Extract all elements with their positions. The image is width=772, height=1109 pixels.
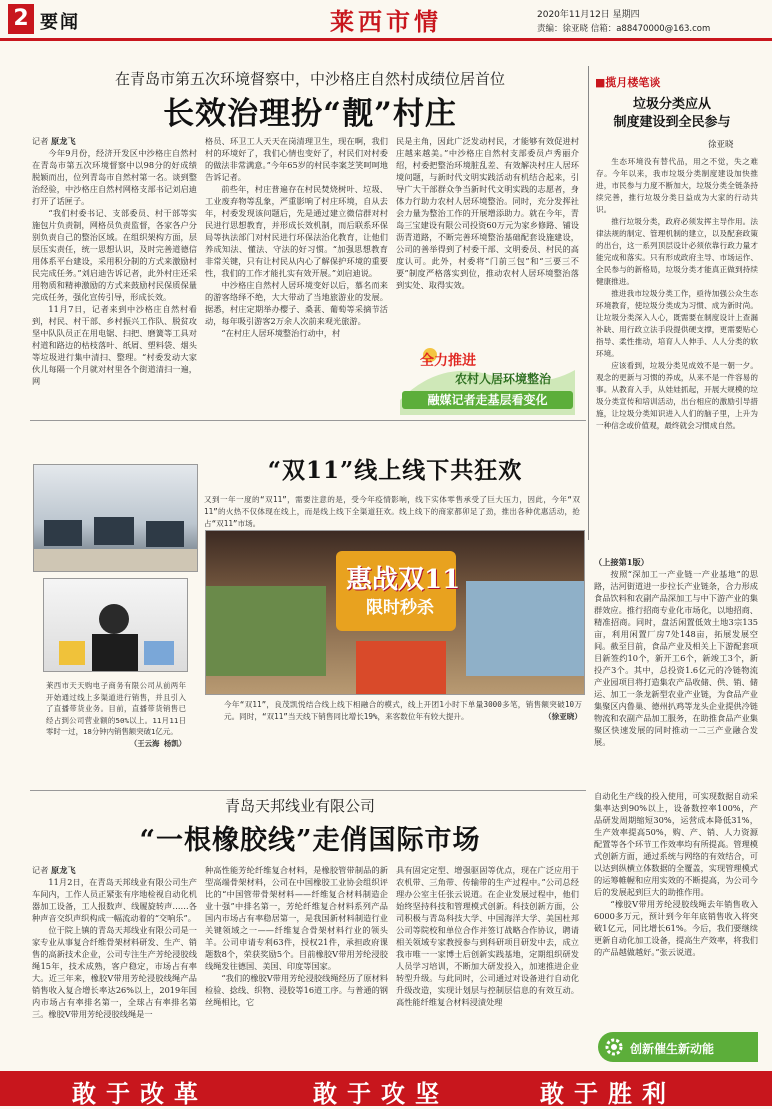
article1-paragraph: 今年9月份，经济开发区中沙格庄自然村在青岛市第五次环境督察中以98分的好成绩脱颖而出，位列青岛市自然村第一名。谈到整治经验，中沙格庄自然村网格支部书记刘启迪打开了话匣子。	[32, 148, 197, 206]
article3-kicker: 青岛天邦线业有限公司	[224, 797, 375, 815]
livestream-photo	[43, 578, 188, 672]
slogan-2: 敢于攻坚	[313, 1079, 449, 1108]
promo-graphic	[400, 340, 575, 415]
article3-paragraph: 位于院上镇的青岛天邦线业有限公司是一家专业从事复合纤维骨架材料研发、生产、销售的高新技术企业，公司专注生产芳纶浸胶线绳15年，技术成熟，客户稳定，市场占有率大。近三年来，橡胶V带用芳纶浸胶线绳产品销售收入复合增长率达26%以上，2019年国内市场占有率排名第一，全球占有率排名第三。橡胶V带用芳纶浸胶线绳是一	[32, 925, 197, 1019]
promo-line-2: 农村人居环境整治	[455, 372, 552, 386]
sidebar-author: 徐亚晓	[708, 140, 734, 150]
article3-column-4	[594, 790, 758, 1030]
sidebar-paragraph: 推进我市垃圾分类工作，亟待加强公众生态环境教育，使垃圾分类成为习惯、成为新时尚。让垃圾分类深入人心，既需要在制度设计上查漏补缺、用行政立法手段提供硬支撑，更需要贴心指导、柔性推动，培育人人伸手、人人分类的软环境。	[596, 289, 758, 358]
article1-byline: 记者 原龙飞	[32, 136, 76, 146]
slogan-3: 敢于胜利	[540, 1079, 676, 1108]
article1-paragraph: 格员、环卫工人天天在岗清理卫生，现在啊，我们村的环境好了，我们心情也变好了，村民们对村委的做法非常满意。”今年65岁的村民李案芝笑呵呵地告诉记者。	[205, 136, 388, 182]
bottom-photo-caption: 今年“双11”，良茂凯悦结合线上线下相融合的模式，线上开团1小时下单量3000多笔，销售额突破10万元。同时，“双11”当天线下销售同比增长19%，来客数位年有较大提升。 （徐亚晓）	[224, 700, 582, 721]
article2-rule	[30, 420, 586, 421]
sidebar-divider	[588, 66, 589, 540]
article3-column-3	[396, 864, 579, 1064]
article1-paragraph: 前些年，村庄普遍存在村民焚烧树叶、垃圾、工业废弃物等乱象，严重影响了村庄环境，自从去年，村委发现该问题后，先是通过建立微信群对村民进行思想教育，并形成长效机制，而后联系环保局等执法部门对村民进行环保法治化教育，让他们养成知法、懂法、守法的好习惯。“加强思想教育非常关键，只有让村民从内心了解保护环境的重要性，我们的工作才能扎实有效开展。”刘启迪说。	[205, 184, 388, 278]
article1-kicker: 在青岛市第五次环境督察中，中沙格庄自然村成绩位居首位	[114, 70, 505, 88]
sidebar-title-line-2: 制度建设到全民参与	[613, 115, 731, 130]
dateline: 2020年11月12日 星期四	[537, 10, 640, 20]
article1-paragraph: “在村庄人居环境整治行动中，村	[221, 328, 341, 338]
office-photo	[33, 464, 198, 572]
article3-paragraph: 11月2日，在青岛天邦线业有限公司生产车间内，工作人员正紧张有序地检视自动化机器加工设备，工人报数声、线履旋转声……各种声音交织声织构成一幅流动着的“交响乐”。	[32, 877, 197, 923]
sidebar-paragraph: 应该看到，垃圾分类见成效不是一朝一夕。观念的更新与习惯的养成，从来不是一件容易的事。从教育入手，从娃娃抓起，开展大规模的垃圾分类宣传和培训活动，出台相应的激励引导措施，让垃圾分类知识进入人们的脑子里，上升为一种信念或价值观，最终就会习惯成自然。	[596, 361, 758, 430]
section-number: 2	[8, 4, 34, 34]
footer-banner	[0, 1071, 772, 1106]
masthead: 莱西市情	[330, 7, 442, 36]
innovation-badge-text: 创新催生新动能	[630, 1042, 715, 1056]
sidebar-paragraph: 生态环境没有替代品，用之不觉，失之难存。今年以来，我市垃圾分类制度建设加快推进，市民参与力度不断加大，垃圾分类全链条持续完善，推行垃圾分类日益成为大家的行动共识。	[596, 157, 758, 214]
article3-paragraph: 具有固定定型、增强驱固等优点，现在广泛应用于农机带、三角带、传输带的生产过程中。”公司总经理办公室主任张云说道。在企业发展过程中，他们始终坚持科技和管理模式创新。科技创新方面，公司积极与青岛科技大学、中国海洋大学、美国杜邦公司等院校和单位合作并签订战略合作协议，聘请相关领域专家教授参与到科研项目研发中去，成立我市唯一一家博士后创新实践基地，定期组织研发人员学习培训，不断加大研发投入，加速推进企业转型升级。与此同时，公司通过对设备进行自动化升级改造，实现计划层与控制层信息的有效互动。高性能纤维复合材料浸渍处理	[396, 865, 579, 1007]
article3-paragraph: “橡胶V带用芳纶浸胶线绳去年销售收入6000多万元，预计到今年年底销售收入将突破1亿元，同比增长61%。今后，我们要继续更新自动化加工设备，提高生产效率，将我们的产品越做越好。”张云说道。	[594, 899, 758, 957]
editor-line: 责编：徐亚晓 信箱：a88470000@163.com	[537, 24, 711, 34]
sidebar-paragraph: 推行垃圾分类，政府必须发挥主导作用。法律法规的制定、管理机制的建立，以及配套政策的出台，这一系列顶层设计必须依靠行政力量才能完成和落实。只有形成政府主导、市场运作、全民参与的新格局，垃圾分类才能真正做到持续健康推进。	[596, 217, 758, 286]
sidebar-tag: ■揽月楼笔谈	[595, 76, 661, 89]
left-photo-caption: 莱西市天天购电子商务有限公司从前两年开始通过线上多渠道进行销售，并且引入了直播带货业务。目前，直播带货销售已经占到公司营业额的50%以上。11月11日零时一过，18分钟内销售额突破1亿元。 （王云海 杨凯）	[46, 681, 186, 748]
supermarket-photo	[205, 530, 585, 695]
article2-headline: “双11”线上线下共狂欢	[267, 457, 523, 484]
article3-column-2	[205, 864, 388, 1064]
article1-column-1	[32, 135, 197, 500]
article1-column-2	[205, 135, 388, 395]
poster-text-2: 限时秒杀	[366, 598, 434, 618]
continued-label: （上接第1版）	[594, 557, 649, 567]
slogan-1: 敢于改革	[72, 1079, 208, 1108]
article1-paragraph: 民是主角，因此广泛发动村民，才能够有效促进村庄越来越美。”中沙格庄自然村支部委员卢秀丽介绍，村委把整治环境脏乱差、有效解决村庄人居环境问题，与新时代文明实践活动有机结合起来，引导广大干部群众争当新时代文明实践的志愿者，身体力行助力农村人居环境整治。同时，充分发挥社会力量为整治工作的开展增添助力。就在今年，青岛三宝建设有限公司投资60万元为家乡修路、铺设沥青道路，不断完善环境整治基础配套设施建设，公司的善举得到了村委干部、文明委员、村民的高度认可。此外，村委将“门前三包”和“三要三不要”制度严格落实到位，推动农村人居环境整治落到实处、取得实效。	[396, 136, 579, 290]
continued-article	[594, 556, 758, 781]
header-rule	[0, 38, 772, 41]
sidebar-body	[596, 156, 758, 541]
article2-intro: 又到一年一度的“双11”，需要注意的是，受今年疫情影响，线下实体零售承受了巨大压力，因此，今年“双11”的火热不仅体现在线上，而是线上线下全渠道狂欢。线上线下的商家都卯足了劲，推出各种优惠活动，抢占“双11”市场。	[204, 495, 580, 528]
article1-paragraph: 中沙格庄自然村人居环境变好以后，慕名而来的游客络绎不绝，大大带动了当地旅游业的发展。据悉，村庄定期举办樱子、桑葚、葡萄等采摘节活动，每年吸引游客2万余人次前来观光旅游。	[205, 280, 388, 326]
promo-line-3: 融媒记者走基层看变化	[402, 391, 573, 409]
article1-paragraph: 11月7日，记者来到中沙格庄自然村看到，村民、村干部、乡村振兴工作队、脱贫攻坚中队队员正在用电锯、扫把、磨簧等工具对村道和路边的枯枝落叶、纸屑、塑料袋、烟头等垃圾进行集中清扫、整理。“村委发动大家伙儿每隔一个月就对村里各个街道清扫一遍，网	[32, 304, 197, 386]
sidebar-title-line-1: 垃圾分类应从	[632, 97, 711, 112]
article3-headline: “一根橡胶线”走俏国际市场	[139, 825, 481, 856]
article1-headline: 长效治理扮“靓”村庄	[163, 96, 457, 132]
promo-line-1: 全力推进	[420, 353, 476, 369]
gear-icon	[604, 1037, 624, 1057]
office-photo-art	[34, 465, 197, 571]
continued-paragraph: 按照“深加工一产业链一产业基地”的思路，沽河街道进一步拉长产业链条，合力形成食品饮料和农副产品深加工与中下游产业的集群效应。推行招商专业化市场化，以地招商、精准招商。同时，盘活闲置低效土地3宗135亩，利用闲置厂房7处148亩，拓展发展空间。截至目前，食品产业及相关上下游配套项目新签约10个，新开工6个，新竣工3个，新投产3个。其中，总投资1.6亿元的冷链物流产业园项目将打造集农产品收储、供、销、储运、加工一条龙新型农业产业链，为食品产业集聚区内鲁巢、德州扒鸡等龙头企业提供冷链物流和农副产品加工服务，在助推食品产业集聚区快速发展的同时推动一二三产业融合发展。	[594, 569, 758, 747]
article3-column-1	[32, 864, 197, 1064]
article3-byline: 记者 原龙飞	[32, 865, 76, 875]
livestream-photo-art	[44, 579, 187, 671]
article3-rule	[30, 790, 586, 791]
innovation-badge	[598, 1032, 758, 1062]
article1-paragraph: “我们村委书记、支部委员、村干部等实施包片负责制，网格员负责监督，各家各户分别负责自己的整治区域。在组织架构方面，层层压实责任，统一思想认识，及时完善道德信用体系平台建设，采用积分制的方式来激励村民完成任务。”刘启迪告诉记者，此外村庄还采用物质和精神激励的方式来鼓励村民保质保量完成任务，强化宣传引导，形成长效。	[32, 208, 197, 302]
article3-paragraph: 种高性能芳纶纤维复合材料，是橡胶管带制品的新型高端骨架材料，公司在中国橡胶工业协会组织评比的“中国管带骨架材料——纤维复合材料制造企业十强”中排名第一，芳纶纤维复合材料系列产品国内市场占有率稳居第一，是我国新材料制造行业关键领域之一——纤维复合骨架材料行业的领头羊。公司申请专利63件，授权21件，承担政府课题数8个，荣获奖励5个。目前橡胶V带用芳纶浸胶线绳发往德国、美国、印度等国家。	[205, 865, 388, 971]
article3-paragraph: “我们的橡胶V带用芳纶浸胶线绳经历了原材料检验、捻线、织物、浸胶等16道工序。与普通的钢丝绳相比，它	[205, 973, 388, 1007]
poster-text-1: 惠战双11	[346, 565, 461, 595]
section-name: 要闻	[40, 12, 80, 33]
article3-paragraph: 自动化生产线的投入使用，可实现数据自动采集率达到90%以上，设备数控率100%，产品研发周期缩短30%，运营成本降低31%，生产效率提高50%，购、产、销、人力资源配置等各个环节工作效率均有所提高。管理模式创新方面，通过系统与网络的有效结合，可以达到纵横立体数据的全覆盖，实现管理模式的运筹帷幄和应用实效的不断提高，为公司今后的发展起到巨大的助推作用。	[594, 791, 758, 897]
article1-column-3	[396, 135, 579, 335]
